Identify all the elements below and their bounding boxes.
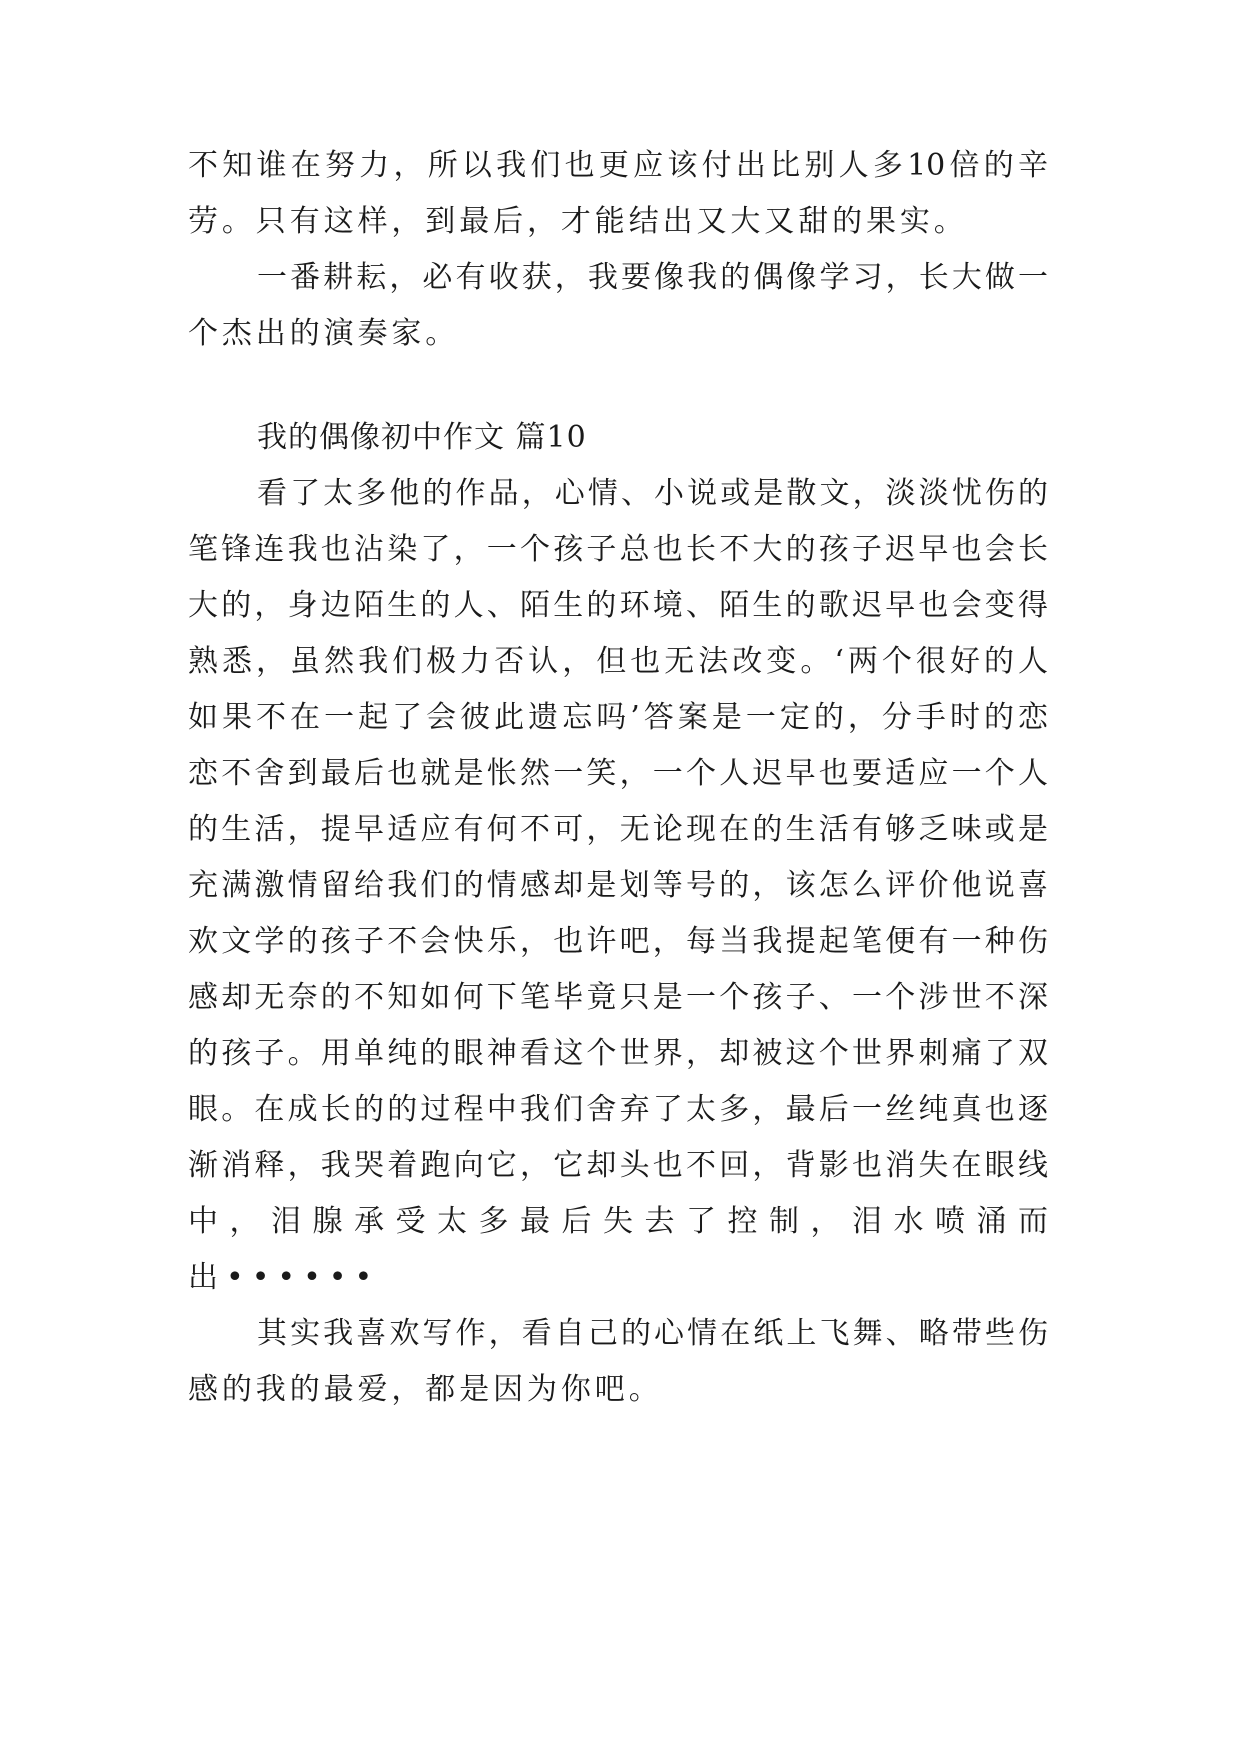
paragraph-line: 的孩子。用单纯的眼神看这个世界，却被这个世界刺痛了双 — [188, 1036, 1048, 1071]
paragraph-line: 个杰出的演奏家。 — [188, 316, 460, 351]
paragraph-line: 眼。在成长的的过程中我们舍弃了太多，最后一丝纯真也逐 — [188, 1092, 1048, 1127]
paragraph-line: 恋不舍到最后也就是怅然一笑，一个人迟早也要适应一个人 — [188, 756, 1048, 791]
paragraph-line: 不知谁在努力，所以我们也更应该付出比别人多10倍的辛 — [188, 148, 1048, 183]
paragraph-line: 其实我喜欢写作，看自己的心情在纸上飞舞、略带些伤 — [257, 1316, 1048, 1351]
paragraph-line: 一番耕耘，必有收获，我要像我的偶像学习，长大做一 — [257, 260, 1048, 295]
paragraph-line: 充满激情留给我们的情感却是划等号的，该怎么评价他说喜 — [188, 868, 1048, 903]
paragraph-line: 笔锋连我也沾染了，一个孩子总也长不大的孩子迟早也会长 — [188, 532, 1048, 567]
paragraph-line: 的生活，提早适应有何不可，无论现在的生活有够乏味或是 — [188, 812, 1048, 847]
paragraph-line: 出•••••• — [188, 1260, 381, 1295]
paragraph-line: 感却无奈的不知如何下笔毕竟只是一个孩子、一个涉世不深 — [188, 980, 1048, 1015]
paragraph-line: 感的我的最爱，都是因为你吧。 — [188, 1372, 663, 1407]
paragraph-line: 渐消释，我哭着跑向它，它却头也不回，背影也消失在眼线 — [188, 1148, 1048, 1183]
section-heading: 我的偶像初中作文 篇10 — [257, 420, 587, 455]
paragraph-line: 中，泪腺承受太多最后失去了控制，泪水喷涌而 — [188, 1204, 1048, 1239]
paragraph-line: 如果不在一起了会彼此遗忘吗’答案是一定的，分手时的恋 — [188, 700, 1048, 735]
paragraph-line: 大的，身边陌生的人、陌生的环境、陌生的歌迟早也会变得 — [188, 588, 1048, 623]
paragraph-line: 欢文学的孩子不会快乐，也许吧，每当我提起笔便有一种伤 — [188, 924, 1048, 959]
paragraph-line: 看了太多他的作品，心情、小说或是散文，淡淡忧伤的 — [257, 476, 1048, 511]
paragraph-line: 熟悉，虽然我们极力否认，但也无法改变。‘两个很好的人 — [188, 644, 1048, 679]
paragraph-line: 劳。只有这样，到最后，才能结出又大又甜的果实。 — [188, 204, 968, 239]
